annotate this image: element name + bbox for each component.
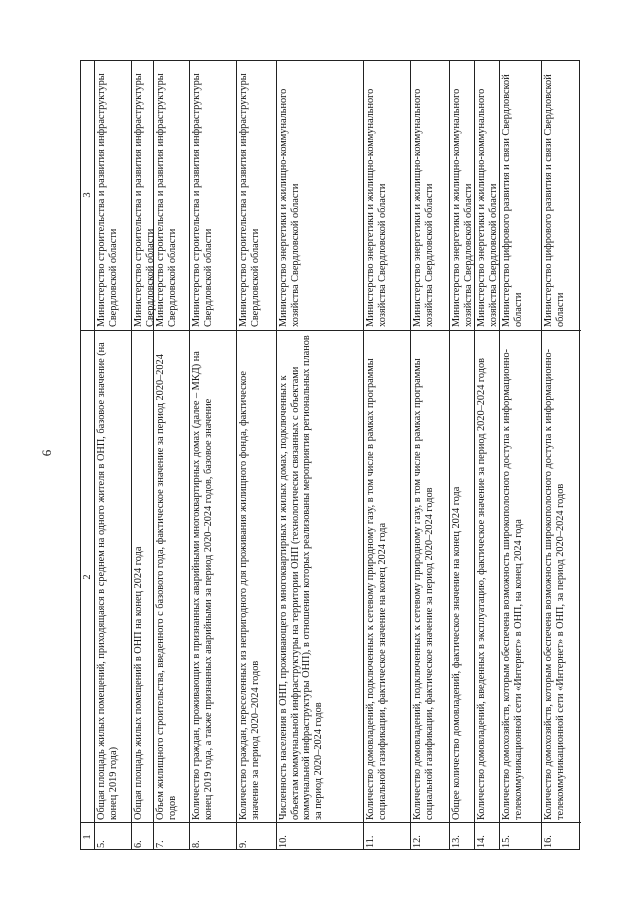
cell-text: Министерство строительства и развития инфраструктуры Свердловской области	[96, 73, 119, 327]
cell-text: Министерство цифрового развития и связи Свердловской области	[501, 74, 524, 327]
cell-text: 15.	[501, 835, 512, 848]
cell-text: Министерство энергетики и жилищно-коммунального хозяйства Свердловской области	[365, 88, 388, 327]
header-label: 3	[82, 192, 93, 198]
cell-text: Общая площадь жилых помещений в ОНП на конец 2024 года	[133, 546, 144, 820]
cell-text: 16.	[543, 835, 554, 848]
cell-text: 10.	[278, 835, 289, 848]
cell-text: Общая площадь жилых помещений, приходящаяся в среднем на одного жителя в ОНП, базовое значение (на конец 2019 года)	[96, 342, 119, 820]
cell-text: Количество граждан, переселенных из непригодного для проживания жилищного фонда, фактическое значение за период 2020–2024 годов	[238, 371, 261, 820]
cell-text: 11.	[365, 835, 376, 848]
cell-text: Министерство энергетики и жилищно-коммунального хозяйства Свердловской области	[451, 88, 474, 327]
cell-text: Министерство строительства и развития инфраструктуры Свердловской области	[191, 73, 214, 327]
cell-text: Министерство энергетики и жилищно-коммунального хозяйства Свердловской области	[278, 88, 301, 327]
cell-text: Количество граждан, проживающих в признанных аварийными многоквартирных домах (далее – МКД) на конец 2019 года, а также признанных аварийными за период 2020–2024 годов, базовое значение	[191, 351, 214, 820]
header-label: 2	[82, 574, 93, 580]
cell-text: Объем жилищного строительства, введенного с базового года, фактическое значение за период 2020–2024 годов	[155, 354, 178, 820]
cell-text: 14.	[476, 835, 487, 848]
cell-text: 9.	[238, 840, 249, 848]
cell-text: Министерство энергетики и жилищно-коммунального хозяйства Свердловской области	[476, 88, 499, 327]
cell-text: Количество домохозяйств, которым обеспечена возможность широкополосного доступа к информационно-телекоммуникационной сети «Интернет» в ОНП, на конец 2024 года	[501, 348, 524, 820]
table-border	[80, 60, 580, 850]
cell-text: Министерство строительства и развития инфраструктуры Свердловской области	[133, 73, 156, 327]
cell-text: Министерство цифрового развития и связи Свердловской области	[543, 74, 566, 327]
cell-text: Министерство строительства и развития инфраструктуры Свердловской области	[238, 73, 261, 327]
page-number: 6	[39, 449, 54, 457]
cell-text: Министерство энергетики и жилищно-коммунального хозяйства Свердловской области	[412, 88, 435, 327]
cell-text: 6.	[133, 840, 144, 848]
cell-text: Количество домовладений, подключенных к сетевому природному газу, в том числе в рамках программы социальной газификации, фактическое значение за период 2020–2024 годов	[412, 358, 435, 820]
header-label: 1	[82, 834, 93, 840]
cell-text: 5.	[96, 840, 107, 848]
cell-text: Общее количество домовладений, фактическое значение на конец 2024 года	[451, 486, 462, 820]
cell-text: Количество домовладений, подключенных к сетевому природному газу, в том числе в рамках программы социальной газификации, фактическое значение на конец 2024 года	[365, 358, 388, 820]
cell-text: Количество домохозяйств, которым обеспечена возможность широкополосного доступа к информационно-телекоммуникационной сети «Интернет» в ОНП, за период 2020–2024 годов	[543, 348, 566, 820]
cell-text: 8.	[191, 840, 202, 848]
indicators-table	[80, 60, 580, 850]
cell-text: 13.	[451, 835, 462, 848]
cell-text: 12.	[412, 835, 423, 848]
cell-text: Министерство строительства и развития инфраструктуры Свердловской области	[155, 73, 178, 327]
cell-text: Количество домовладений, введенных в эксплуатацию, фактическое значение за период 2020–2024 годов	[476, 358, 487, 820]
cell-text: 7.	[155, 840, 166, 848]
cell-text: Численность населения в ОНП, проживающего в многоквартирных и жилых домах, подключенных к объектам коммунальной инфраструктуры на территории ОНП (технологически связанных с объектами коммунальной инфраструктуры ОНП), в отношении которых реализованы мероприятия региональных планов за период 2020–2024 годов	[278, 335, 324, 820]
